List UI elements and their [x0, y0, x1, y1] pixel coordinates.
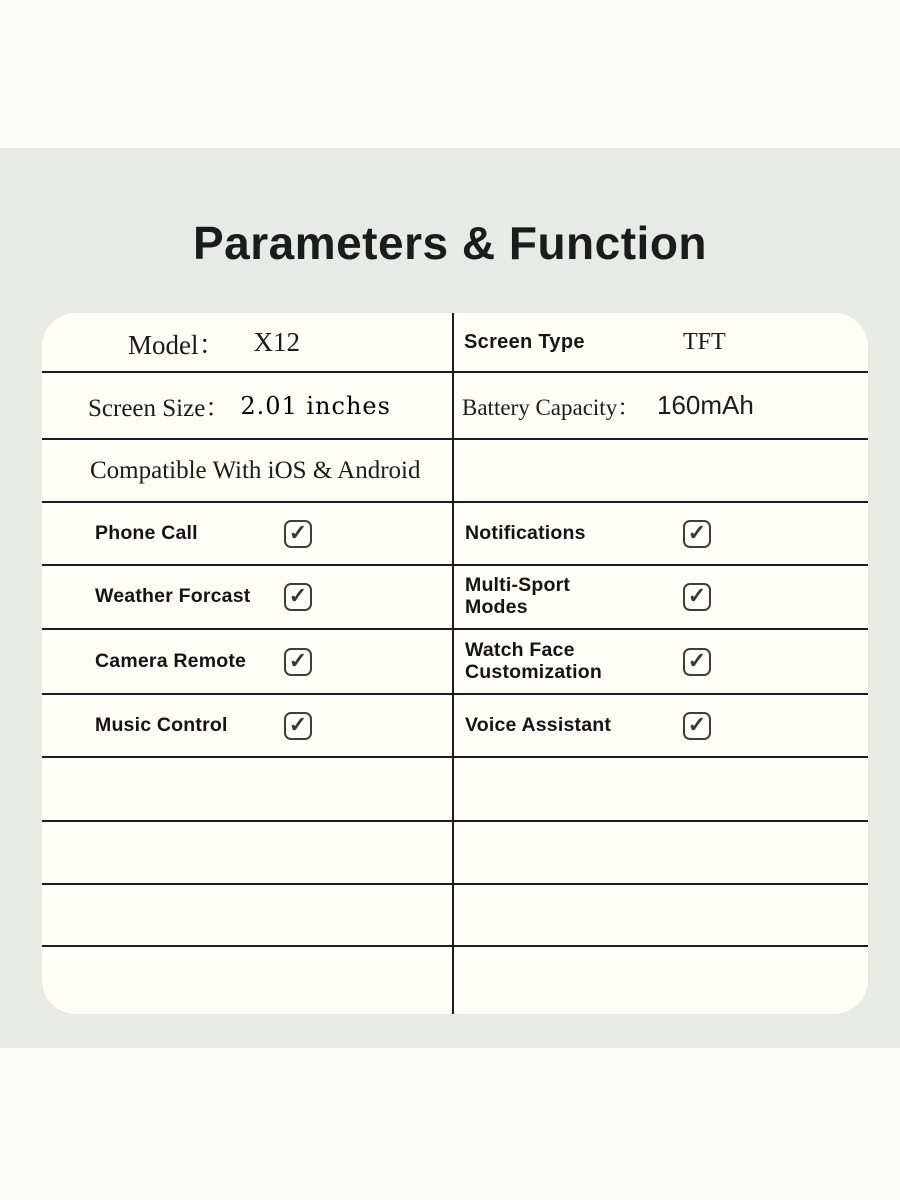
table-row: [42, 503, 868, 566]
empty-cell: [42, 758, 454, 820]
checked-checkbox-icon: ✓: [683, 648, 711, 676]
weather-forcast-label: Weather Forcast: [95, 585, 251, 608]
notifications-cell: [454, 503, 868, 564]
screen-type-value: TFT: [683, 328, 726, 355]
table-row: [42, 695, 868, 758]
empty-cell: [454, 885, 868, 945]
checked-checkbox-icon: ✓: [683, 583, 711, 611]
weather-forcast-cell: [42, 566, 454, 628]
screen-size-label: Screen Size：: [88, 394, 231, 422]
music-control-cell: [42, 695, 454, 756]
checked-checkbox-icon: ✓: [284, 712, 312, 740]
checked-checkbox-icon: ✓: [284, 520, 312, 548]
table-row: [42, 373, 868, 440]
model-cell: [42, 313, 454, 371]
empty-cell: [42, 947, 454, 1014]
battery-label: Battery Capacity：: [462, 395, 641, 420]
model-label: Model：: [128, 329, 226, 360]
model-value: X12: [253, 326, 300, 357]
phone-call-cell: [42, 503, 454, 564]
voice-assistant-label: Voice Assistant: [465, 713, 612, 736]
table-row: [42, 630, 868, 695]
battery-value: 160mAh: [657, 390, 754, 420]
screen-size-value: 2.01 inches: [240, 391, 391, 420]
table-row-empty: [42, 758, 868, 822]
screen-size-cell: [42, 373, 454, 438]
notifications-label: Notifications: [465, 521, 586, 544]
checked-checkbox-icon: ✓: [284, 648, 312, 676]
empty-cell: [42, 885, 454, 945]
camera-remote-label: Camera Remote: [95, 649, 247, 672]
screen-type-cell: [454, 313, 868, 371]
watch-face-cell: [454, 630, 868, 693]
spec-table-card: [42, 313, 868, 1014]
music-control-label: Music Control: [95, 713, 228, 736]
voice-assistant-cell: [454, 695, 868, 756]
empty-cell: [454, 822, 868, 883]
table-row: [42, 566, 868, 630]
compatibility-cell: [42, 440, 454, 501]
empty-cell: [454, 440, 868, 501]
checked-checkbox-icon: ✓: [683, 520, 711, 548]
table-row: [42, 313, 868, 373]
camera-remote-cell: [42, 630, 454, 693]
table-row-empty: [42, 885, 868, 947]
table-row-empty: [42, 947, 868, 1014]
multi-sport-cell: [454, 566, 868, 628]
screen-type-label: Screen Type: [464, 330, 585, 353]
empty-cell: [454, 758, 868, 820]
multi-sport-label: Multi-Sport Modes: [465, 574, 571, 618]
checked-checkbox-icon: ✓: [284, 583, 312, 611]
page-title: Parameters & Function: [192, 217, 708, 269]
compatibility-label: Compatible With iOS & Android: [90, 456, 421, 484]
checked-checkbox-icon: ✓: [683, 712, 711, 740]
phone-call-label: Phone Call: [95, 521, 198, 544]
battery-cell: [454, 373, 868, 438]
table-row: [42, 440, 868, 503]
table-row-empty: [42, 822, 868, 885]
empty-cell: [454, 947, 868, 1014]
empty-cell: [42, 822, 454, 883]
watch-face-label: Watch Face Customization: [465, 638, 602, 683]
